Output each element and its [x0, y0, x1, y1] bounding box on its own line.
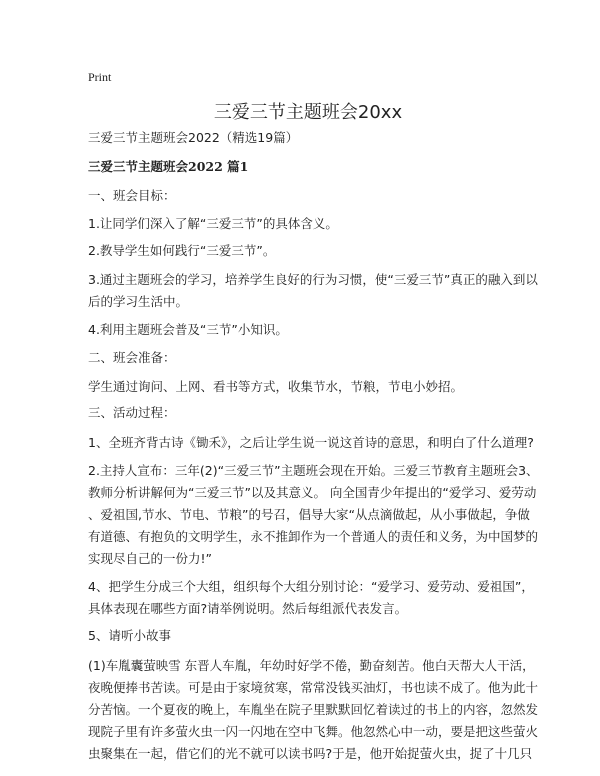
paragraph-line: 3.通过主题班会的学习，培养学生良好的行为习惯，使“三爱三节”真正的融入到以 [88, 272, 538, 287]
paragraph-line: 有道德、有抱负的文明学生，永不推卸作为一个普通人的责任和义务，为中国梦的 [88, 529, 539, 544]
paragraph-line: 2.教导学生如何践行“三爱三节”。 [88, 243, 276, 258]
paragraph-line: 4、把学生分成三个大组，组织每个大组分别讨论：“爱学习、爱劳动、爱祖国”， [88, 579, 534, 594]
paragraph-line: 虫聚集在一起，借它们的光不就可以读书吗?于是，他开始捉萤火虫，捉了十几只 [88, 746, 533, 761]
paragraph-line: (1)车胤囊萤映雪 东晋人车胤，年幼时好学不倦，勤奋刻苦。他白天帮大人干活， [88, 658, 535, 673]
paragraph [88, 402, 176, 424]
paragraph-line: 一、班会目标： [88, 188, 176, 203]
paragraph-line: 分苦恼。一个夏夜的晚上，车胤坐在院子里默默回忆着读过的书上的内容，忽然发 [88, 702, 539, 717]
paragraph-line: 5、请听小故事 [88, 628, 171, 643]
paragraph [88, 432, 534, 454]
paragraph [88, 319, 288, 341]
paragraph [88, 269, 538, 313]
paragraph-line: 实现尽自己的一份力!” [88, 551, 212, 566]
paragraph-line: 具体表现在哪些方面?请举例说明。然后每组派代表发言。 [88, 601, 408, 616]
paragraph-line: 1.让同学们深入了解“三爱三节”的具体含义。 [88, 216, 338, 231]
paragraph-line: 后的学习生活中。 [88, 294, 189, 309]
paragraph [88, 240, 275, 262]
paragraph [88, 376, 463, 398]
paragraph-line: 教师分析讲解何为“三爱三节”以及其意义。 向全国青少年提出的“爱学习、爱劳动 [88, 485, 537, 500]
print-label: Print [88, 70, 112, 84]
document-title: 三爱三节主题班会20xx [213, 102, 403, 123]
paragraph-line: 学生通过询问、上网、看书等方式，收集节水，节粮，节电小妙招。 [88, 379, 464, 394]
paragraph-line: 4.利用主题班会普及“三节”小知识。 [88, 322, 288, 337]
paragraph-line: 现院子里有许多萤火虫一闪一闪地在空中飞舞。他忽然心中一动，要是把这些萤火 [88, 724, 539, 739]
paragraph-line: 夜晚便捧书苦读。可是由于家境贫寒，常常没钱买油灯，书也读不成了。他为此十 [88, 680, 539, 695]
subtitle: 三爱三节主题班会2022（精选19篇） [88, 130, 299, 145]
paragraph [88, 185, 176, 207]
paragraph-line: 1、全班齐背古诗《锄禾》，之后让学生说一说这首诗的意思，和明白了什么道理? [88, 435, 534, 450]
paragraph-line: 二、班会准备： [88, 350, 176, 365]
paragraph-line: 、爱祖国,节水、节电、节粮”的号召，倡导大家“从点滴做起，从小事做起，争做 [88, 507, 530, 522]
section-heading: 三爱三节主题班会2022 篇1 [88, 159, 249, 174]
paragraph-line: 2.主持人宣布：三年(2)“三爱三节”主题班会现在开始。三爱三节教育主题班会3、 [88, 463, 539, 478]
paragraph [88, 625, 171, 647]
paragraph [88, 655, 538, 765]
paragraph [88, 460, 539, 570]
paragraph-line: 三、活动过程： [88, 405, 176, 420]
paragraph [88, 576, 534, 620]
paragraph [88, 213, 338, 235]
paragraph [88, 347, 176, 369]
